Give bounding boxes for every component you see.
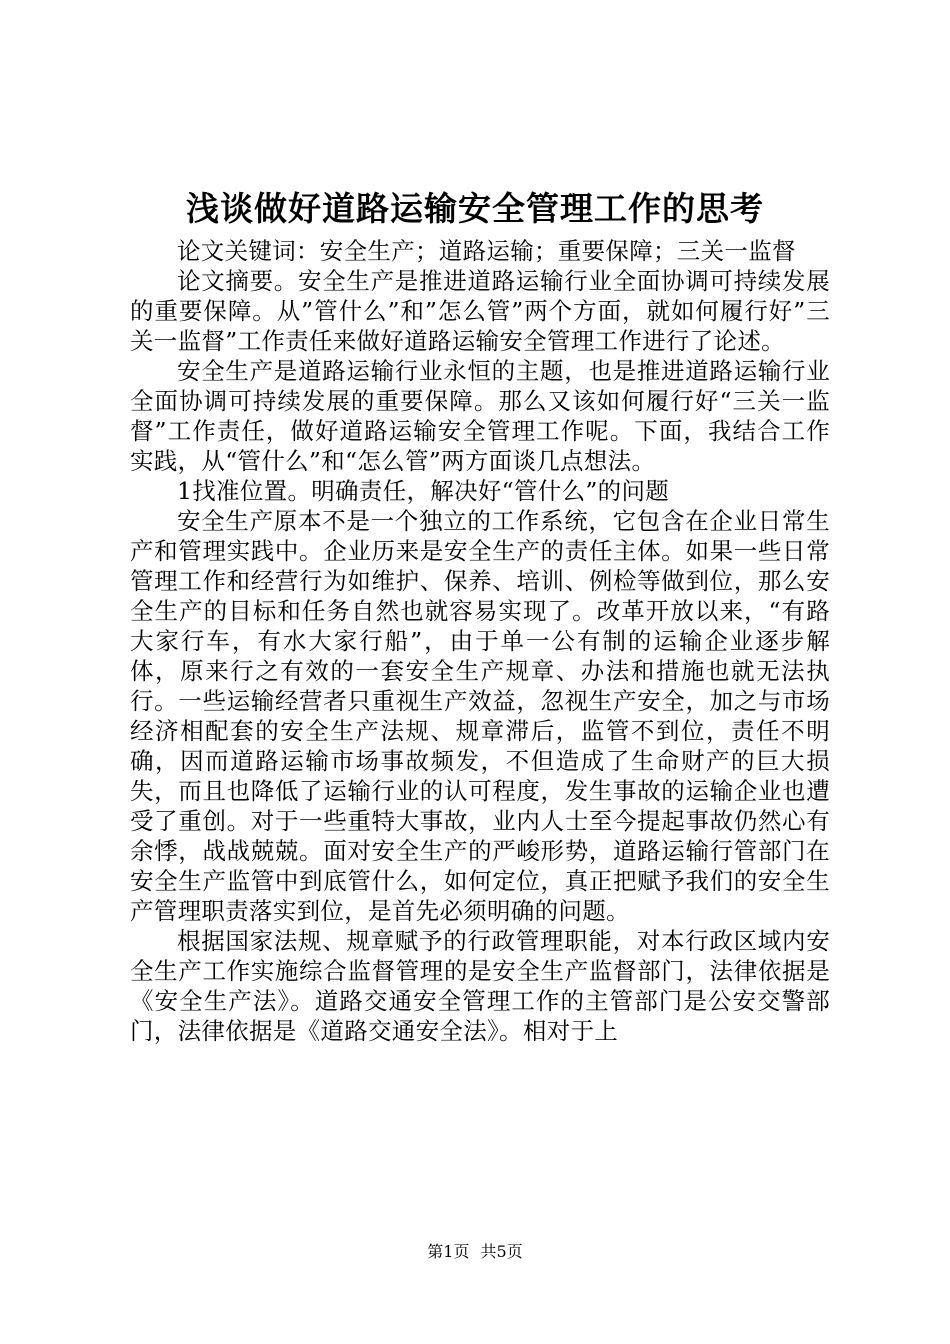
page-footer <box>0 1242 950 1262</box>
body-paragraph: 根据国家法规、规章赋予的行政管理职能，对本行政区域内安全生产工作实施综合监督管理的是安全生产监督部门，法律依据是《安全生产法》。道路交通安全管理工作的主管部门是公安交警部门，法律依据是《道路交通安全法》。相对于上 <box>130 927 830 1045</box>
body-paragraph: 安全生产原本不是一个独立的工作系统，它包含在企业日常生产和管理实践中。企业历来是安全生产的责任主体。如果一些日常管理工作和经营行为如维护、保养、培训、例检等做到位，那么安全生产的目标和任务自然也就容易实现了。改革开放以来，“有路大家行车，有水大家行船”，由于单一公有制的运输企业逐步解体，原来行之有效的一套安全生产规章、办法和措施也就无法执行。一些运输经营者只重视生产效益，忽视生产安全，加之与市场经济相配套的安全生产法规、规章滞后，监管不到位，责任不明确，因而道路运输市场事故频发，不但造成了生命财产的巨大损失，而且也降低了运输行业的认可程度，发生事故的运输企业也遭受了重创。对于一些重特大事故，业内人士至今提起事故仍然心有余悸，战战兢兢。面对安全生产的严峻形势，道路运输行管部门在安全生产监管中到底管什么，如何定位，真正把赋予我们的安全生产管理职责落实到位，是首先必须明确的问题。 <box>130 507 830 925</box>
document-body <box>130 236 830 1046</box>
intro-paragraph: 安全生产是道路运输行业永恒的主题，也是推进道路运输行业全面协调可持续发展的重要保障。那么又该如何履行好“三关一监督”工作责任，做好道路运输安全管理工作呢。下面，我结合工作实践，从“管什么”和“怎么管”两方面谈几点想法。 <box>130 357 830 475</box>
page-total: 共5页 <box>480 1242 523 1261</box>
document-title: 浅谈做好道路运输安全管理工作的思考 <box>186 189 764 228</box>
keywords-paragraph: 论文关键词：安全生产；道路运输；重要保障；三关一监督 <box>177 237 796 265</box>
abstract-paragraph: 论文摘要。安全生产是推进道路运输行业全面协调可持续发展的重要保障。从”管什么”和”怎么管”两个方面，就如何履行好”三关一监督”工作责任来做好道路运输安全管理工作进行了论述。 <box>130 267 830 355</box>
page-number: 第1页 <box>427 1242 470 1261</box>
section-heading: 1找准位置。明确责任，解决好“管什么”的问题 <box>177 477 670 505</box>
